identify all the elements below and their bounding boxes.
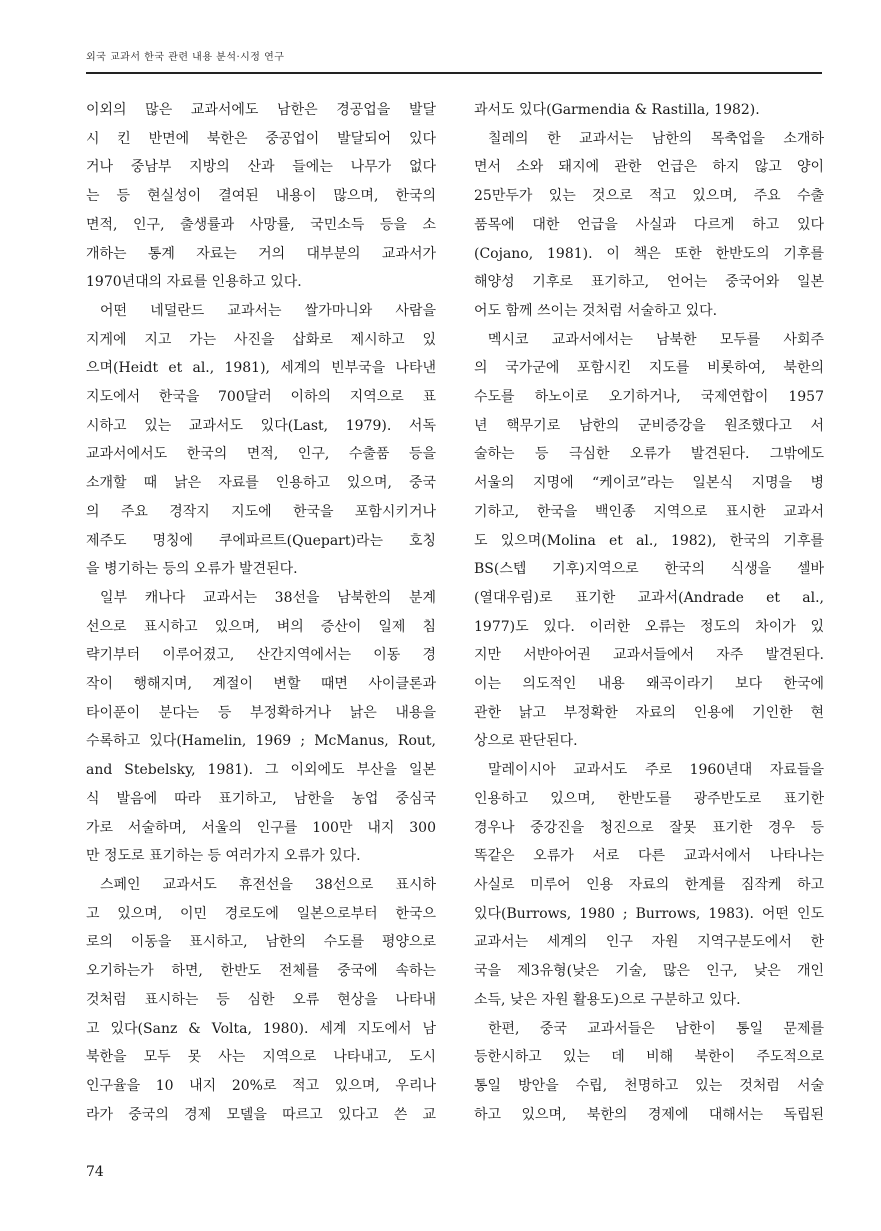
text-line: 을 병기하는 등의 오류가 발견된다. <box>86 561 298 578</box>
text-line: 이는 의도적인 내용 왜곡이라기 보다 한국에 <box>474 676 824 693</box>
text-line: 멕시코 교과서에서는 남북한 모두를 사회주 <box>488 331 824 348</box>
text-line: 어도 함께 쓰이는 것처럼 서술하고 있다. <box>474 302 718 319</box>
right-text-column <box>474 96 824 1129</box>
text-line: 등한시하고 있는 데 비해 북한이 주도적으로 <box>474 1049 824 1066</box>
text-line: 하고 있으며, 북한의 경제에 대해서는 독립된 <box>474 1106 824 1123</box>
text-line: 통일 방안을 수립, 천명하고 있는 것처럼 서술 <box>474 1077 824 1094</box>
text-line: 1977)도 있다. 이러한 오류는 정도의 차이가 있 <box>474 618 824 635</box>
text-line: 오기하는가 하면, 한반도 전체를 중국에 속하는 <box>86 963 436 980</box>
text-line: (Cojano, 1981). 이 책은 또한 한반도의 기후를 <box>474 245 824 262</box>
text-line: 이외의 많은 교과서에도 남한은 경공업을 발달 <box>86 102 436 118</box>
text-line: 면서 소와 돼지에 관한 언급은 하지 않고 양이 <box>474 159 824 176</box>
text-line: 똑같은 오류가 서로 다른 교과서에서 나타나는 <box>474 848 824 865</box>
text-line: 것처럼 표시하는 등 심한 오류 현상을 나타내 <box>86 991 436 1008</box>
text-line: 도 있으며(Molina et al., 1982), 한국의 기후를 <box>474 532 824 549</box>
text-line: 한편, 중국 교과서들은 남한이 통일 문제를 <box>488 1020 824 1037</box>
text-line: 술하는 등 극심한 오류가 발견된다. 그밖에도 <box>474 446 824 463</box>
text-line: 북한을 모두 못 사는 지역으로 나타내고, 도시 <box>86 1049 436 1066</box>
text-line: 라가 중국의 경제 모델을 따르고 있다고 쓴 교 <box>86 1106 436 1123</box>
text-line: 어떤 네덜란드 교과서는 쌀가마니와 사람을 <box>100 302 436 319</box>
text-line: 거나 중남부 지방의 산과 들에는 나무가 없다 <box>86 159 436 176</box>
text-line: 교과서에서도 한국의 면적, 인구, 수출품 등을 <box>86 446 436 463</box>
text-line: 로의 이동을 표시하고, 남한의 수도를 평양으로 <box>86 934 436 951</box>
text-line: 교과서는 세계의 인구 자원 지역구분도에서 한 <box>474 934 824 951</box>
text-line: 개하는 통계 자료는 거의 대부분의 교과서가 <box>86 245 436 262</box>
text-line: 지만 서반아어권 교과서들에서 자주 발견된다. <box>474 647 824 664</box>
text-line: 의 주요 경작지 지도에 한국을 포함시키거나 <box>86 503 436 520</box>
text-line: 의 국가군에 포함시킨 지도를 비롯하여, 북한의 <box>474 360 824 377</box>
running-title: 외국 교과서 한국 관련 내용 분석·시정 연구 <box>86 52 285 63</box>
text-line: 식 발음에 따라 표기하고, 남한을 농업 중심국 <box>86 790 436 807</box>
text-line: 지게에 지고 가는 사진을 삽화로 제시하고 있 <box>86 331 436 348</box>
text-line: 25만두가 있는 것으로 적고 있으며, 주요 수출 <box>474 188 824 205</box>
text-line: 인용하고 있으며, 한반도를 광주반도로 표기한 <box>474 790 824 807</box>
text-line: and Stebelsky, 1981). 그 이외에도 부산을 일본 <box>86 762 436 779</box>
text-line: 수록하고 있다(Hamelin, 1969 ; McManus, Rout, <box>86 733 436 750</box>
text-line: 칠레의 한 교과서는 남한의 목축업을 소개하 <box>488 130 824 147</box>
text-line: 작이 행해지며, 계절이 변할 때면 사이클론과 <box>86 676 436 693</box>
text-line: 국을 제3유형(낮은 기술, 많은 인구, 낮은 개인 <box>474 963 824 980</box>
text-line: 는 등 현실성이 결여된 내용이 많으며, 한국의 <box>86 188 436 205</box>
text-line: 소개할 때 낡은 자료를 인용하고 있으며, 중국 <box>86 475 436 492</box>
text-line: 있다(Burrows, 1980 ; Burrows, 1983). 어떤 인도 <box>474 905 824 922</box>
header-rule <box>86 72 822 74</box>
text-line: 경우나 중강진을 청진으로 잘못 표기한 경우 등 <box>474 819 824 836</box>
text-line: (열대우림)로 표기한 교과서(Andrade et al., <box>474 589 824 606</box>
running-header <box>86 48 822 63</box>
text-line: 품목에 대한 언급을 사실과 다르게 하고 있다 <box>474 216 824 233</box>
text-line: 제주도 명칭에 쿠에파르트(Quepart)라는 호칭 <box>86 532 436 549</box>
text-line: 관한 낡고 부정확한 자료의 인용에 기인한 현 <box>474 704 824 721</box>
text-line: 일부 캐나다 교과서는 38선을 남북한의 분계 <box>100 589 436 606</box>
text-line: 말레이시아 교과서도 주로 1960년대 자료들을 <box>488 762 824 779</box>
text-line: 지도에서 한국을 700달러 이하의 지역으로 표 <box>86 389 436 406</box>
text-line: 만 정도로 표기하는 등 여러가지 오류가 있다. <box>86 848 361 865</box>
text-line: 선으로 표시하고 있으며, 벼의 증산이 일제 침 <box>86 618 436 635</box>
text-line: 시 킨 반면에 북한은 중공업이 발달되어 있다 <box>86 130 436 147</box>
text-line: 해양성 기후로 표기하고, 언어는 중국어와 일본 <box>474 274 824 291</box>
text-line: 소득, 낮은 자원 활용도)으로 구분하고 있다. <box>474 991 741 1008</box>
text-line: 기하고, 한국을 백인종 지역으로 표시한 교과서 <box>474 503 824 520</box>
text-line: 사실로 미루어 인용 자료의 한계를 짐작케 하고 <box>474 876 824 893</box>
text-line: 고 있으며, 이민 경로도에 일본으로부터 한국으 <box>86 905 436 922</box>
text-line: BS(스텝 기후)지역으로 한국의 식생을 셀바 <box>474 561 824 578</box>
page-number: 74 <box>86 1164 104 1180</box>
text-line: 략기부터 이루어졌고, 산간지역에서는 이동 경 <box>86 647 436 664</box>
text-line: 년 핵무기로 남한의 군비증강을 원조했다고 서 <box>474 417 824 434</box>
text-line: 서울의 지명에 “케이코”라는 일본식 지명을 병 <box>474 475 824 492</box>
text-line: 1970년대의 자료를 인용하고 있다. <box>86 274 302 291</box>
text-line: 면적, 인구, 출생률과 사망률, 국민소득 등을 소 <box>86 216 436 233</box>
text-line: 스페인 교과서도 휴전선을 38선으로 표시하 <box>100 876 436 893</box>
text-line: 타이푼이 분다는 등 부정확하거나 낡은 내용을 <box>86 704 436 721</box>
left-text-column <box>86 96 436 1129</box>
text-line: 으며(Heidt et al., 1981), 세계의 빈부국을 나타낸 <box>86 360 436 377</box>
text-line: 과서도 있다(Garmendia & Rastilla, 1982). <box>474 102 760 118</box>
text-line: 수도를 하노이로 오기하거나, 국제연합이 1957 <box>474 389 824 406</box>
text-line: 인구율을 10 내지 20%로 적고 있으며, 우리나 <box>86 1077 436 1094</box>
text-line: 가로 서술하며, 서울의 인구를 100만 내지 300 <box>86 819 436 836</box>
text-line: 시하고 있는 교과서도 있다(Last, 1979). 서독 <box>86 417 436 434</box>
text-line: 상으로 판단된다. <box>474 733 578 750</box>
text-line: 고 있다(Sanz & Volta, 1980). 세계 지도에서 남 <box>86 1020 436 1037</box>
